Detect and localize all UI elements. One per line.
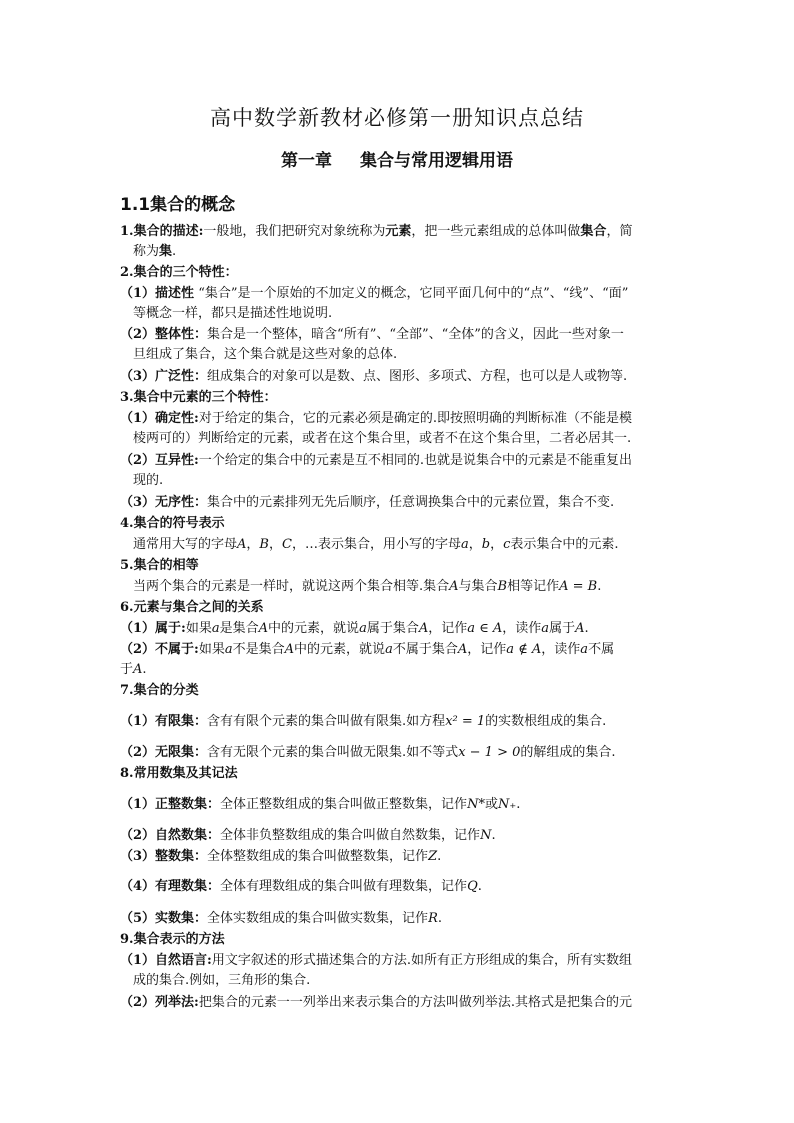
item-3-point-1 [120, 409, 680, 429]
item-2-point-2-cont: 旦组成了集合，这个集合就是这些对象的总体. [133, 347, 398, 362]
text: 相等记作 [507, 579, 560, 594]
math-symbol: A [133, 662, 143, 677]
text: 属于 [549, 621, 576, 636]
text: 通常用大写的字母 [133, 537, 238, 552]
math-symbol: B [497, 579, 508, 594]
item-9-point-1-cont: 成的集合.例如，三角形的集合. [133, 973, 311, 988]
item-3-heading: 3.集合中元素的三个特性： [120, 390, 277, 405]
math-symbol: A [284, 642, 295, 657]
text: 中的元素，就说 [268, 621, 360, 636]
point-text: 把集合的元素一一列举出来表示集合的方法叫做列举法.其格式是把集合的元 [198, 995, 632, 1010]
text: 是集合 [219, 621, 259, 636]
text: . [142, 662, 147, 677]
text: 属于集合 [366, 621, 419, 636]
document-title: 高中数学新教材必修第一册知识点总结 [210, 106, 584, 130]
math-expression: a ∉ A [506, 642, 542, 657]
point-label: （1）正整数集： [120, 797, 221, 812]
point-label: （1）属于: [120, 621, 186, 636]
math-symbol: a [385, 642, 393, 657]
point-text: 集合是一个整体，暗含“所有”、“全部”、“全体”的含义，因此一些对象一 [207, 327, 624, 342]
point-label: （5）实数集： [120, 911, 208, 926]
text: 中的元素，就说 [294, 642, 386, 657]
item-5-text [133, 577, 693, 597]
keyword: 集 [159, 244, 173, 259]
text: . [477, 879, 482, 894]
section-heading: 1.1集合的概念 [120, 195, 236, 215]
item-4-heading: 4.集合的符号表示 [120, 516, 225, 531]
point-label: （1）有限集： [120, 714, 208, 729]
text: 一般地，我们把研究对象统称为 [203, 224, 386, 239]
item-2-point-3 [120, 367, 680, 387]
math-symbol: A [457, 642, 468, 657]
math-symbol: a [211, 621, 220, 636]
point-label: （2）自然数集： [120, 828, 221, 843]
item-9-point-2 [120, 993, 680, 1013]
point-text: 一个给定的集合中的元素是互不相同的.也就是说集合中的元素是不能重复出 [198, 453, 632, 468]
math-symbol: Z [428, 849, 438, 864]
point-text: 含有无限个元素的集合叫做无限集.如不等式 [207, 745, 459, 760]
point-text: 全体正整数组成的集合叫做正整数集，记作 [220, 797, 468, 812]
item-6-heading: 6.元素与集合之间的关系 [120, 600, 264, 615]
math-symbol: N [480, 828, 492, 843]
text: . [437, 911, 442, 926]
point-label: （2）无限集： [120, 745, 208, 760]
item-7-point-1 [120, 712, 680, 732]
point-label: （2）整体性： [120, 327, 208, 342]
text: . [491, 828, 496, 843]
point-label: （3）广泛性： [120, 369, 208, 384]
text: 如果 [185, 621, 212, 636]
math-expression: a ∈ A [467, 621, 503, 636]
text: . [437, 849, 442, 864]
text: 于 [120, 662, 134, 677]
text: 称为 [133, 244, 160, 259]
item-8-point-4 [120, 877, 680, 897]
math-expression: A = B [559, 579, 598, 594]
text: ，简 [606, 224, 633, 239]
math-symbol: Q [467, 879, 478, 894]
point-text: 的实数根组成的集合. [485, 714, 607, 729]
item-5-heading: 5.集合的相等 [120, 558, 199, 573]
text: 表示集合中的元素. [510, 537, 619, 552]
item-7-point-2 [120, 743, 680, 763]
point-label: （2）互异性: [120, 453, 199, 468]
item-6-point-2 [120, 640, 680, 660]
point-text: 用文字叙述的形式描述集合的方法.如所有正方形组成的集合，所有实数组 [211, 953, 632, 968]
math-symbol: N₊ [497, 797, 517, 812]
text: ，记作 [428, 621, 468, 636]
item-8-point-5 [120, 909, 680, 929]
item-4-text: 通常用大写的字母A，B，C，…表示集合，用小写的字母a，b，c表示集合中的元素. [133, 537, 619, 552]
item-2-heading: 2.集合的三个特性： [120, 265, 238, 280]
text: ，把一些元素组成的总体叫做 [411, 224, 581, 239]
point-text: 全体实数组成的集合叫做实数集，记作 [207, 911, 429, 926]
item-3-point-3 [120, 493, 680, 513]
point-label: （2）列举法: [120, 995, 199, 1010]
point-label: （3）整数集： [120, 849, 208, 864]
point-text: “集合”是一个原始的不加定义的概念，它同平面几何中的“点”、“线”、“面” [198, 286, 629, 301]
text: . [597, 579, 602, 594]
text: ，读作 [502, 621, 542, 636]
item-8-heading: 8.常用数集及其记法 [120, 766, 238, 781]
item-3-point-2 [120, 451, 680, 471]
item-8-point-1 [120, 795, 680, 815]
keyword: 集合 [580, 224, 607, 239]
item-6-point-1 [120, 619, 680, 639]
math-symbol: a [460, 537, 469, 552]
point-text: 的解组成的集合. [520, 745, 616, 760]
point-text: 全体有理数组成的集合叫做有理数集，记作 [220, 879, 468, 894]
math-symbol: A [575, 621, 585, 636]
math-symbol: A [258, 621, 269, 636]
point-label: （2）不属于: [120, 642, 199, 657]
point-text: 集合中的元素排列无先后顺序，任意调换集合中的元素位置，集合不变. [207, 495, 615, 510]
item-8-point-3 [120, 847, 680, 867]
text: 当两个集合的元素是一样时，就说这两个集合相等.集合 [133, 579, 450, 594]
text: 或 [484, 797, 498, 812]
text: 如果 [198, 642, 225, 657]
text: 不属 [588, 642, 615, 657]
point-label: （1）描述性 [120, 286, 195, 301]
math-symbol: a [359, 621, 367, 636]
text: ，记作 [467, 642, 507, 657]
math-expression: x − 1 > 0 [458, 745, 521, 760]
item-1-heading: 1.集合的描述: [120, 224, 204, 239]
chapter-name: 集合与常用逻辑用语 [360, 151, 513, 171]
math-symbol: a [580, 642, 589, 657]
math-symbol: b [481, 537, 491, 552]
math-symbol: A [237, 537, 247, 552]
item-3-point-1-cont: 棱两可的）判断给定的元素，或者在这个集合里，或者不在这个集合里，二者必居其一. [133, 431, 632, 446]
math-symbol: A [418, 621, 429, 636]
point-text: 含有有限个元素的集合叫做有限集.如方程 [207, 714, 446, 729]
item-1-line-2 [133, 242, 693, 262]
item-2-point-1-cont: 等概念一样，都只是描述性地说明. [133, 306, 333, 321]
math-symbol: B [259, 537, 269, 552]
math-symbol: C [282, 537, 292, 552]
item-9-heading: 9.集合表示的方法 [120, 932, 225, 947]
item-6-point-2-cont [120, 660, 680, 680]
point-text: 对于给定的集合，它的元素必须是确定的.即按照明确的判断标准（不能是模 [198, 411, 632, 426]
point-text: 全体非负整数组成的集合叫做自然数集，记作 [220, 828, 481, 843]
text: 不属于集合 [392, 642, 458, 657]
text: . [516, 797, 521, 812]
point-text: 全体整数组成的集合叫做整数集，记作 [207, 849, 429, 864]
math-expression: x² = 1 [445, 714, 486, 729]
text: ，读作 [541, 642, 581, 657]
text: 与集合 [458, 579, 498, 594]
text: ，…表示集合，用小写的字母 [291, 537, 461, 552]
point-label: （4）有理数集： [120, 879, 221, 894]
text: . [584, 621, 589, 636]
math-symbol: R [428, 911, 438, 926]
chapter-heading [0, 146, 794, 171]
item-1-line-1 [120, 222, 680, 242]
item-9-point-1 [120, 951, 680, 971]
item-3-point-2-cont: 现的. [133, 473, 164, 488]
keyword: 元素 [385, 224, 412, 239]
math-symbol: a [541, 621, 550, 636]
item-2-point-1 [120, 284, 680, 304]
text: 不是集合 [232, 642, 285, 657]
item-2-point-2 [120, 325, 680, 345]
point-label: （1）自然语言: [120, 953, 212, 968]
math-symbol: N* [467, 797, 485, 812]
chapter-number: 第一章 [281, 151, 332, 171]
item-8-point-2 [120, 826, 680, 846]
text: . [172, 244, 177, 259]
item-7-heading: 7.集合的分类 [120, 683, 199, 698]
point-label: （1）确定性: [120, 411, 199, 426]
point-text: 组成集合的对象可以是数、点、图形、多项式、方程，也可以是人或物等. [207, 369, 628, 384]
math-symbol: c [503, 537, 511, 552]
math-symbol: a [224, 642, 233, 657]
point-label: （3）无序性： [120, 495, 208, 510]
math-symbol: A [449, 579, 459, 594]
